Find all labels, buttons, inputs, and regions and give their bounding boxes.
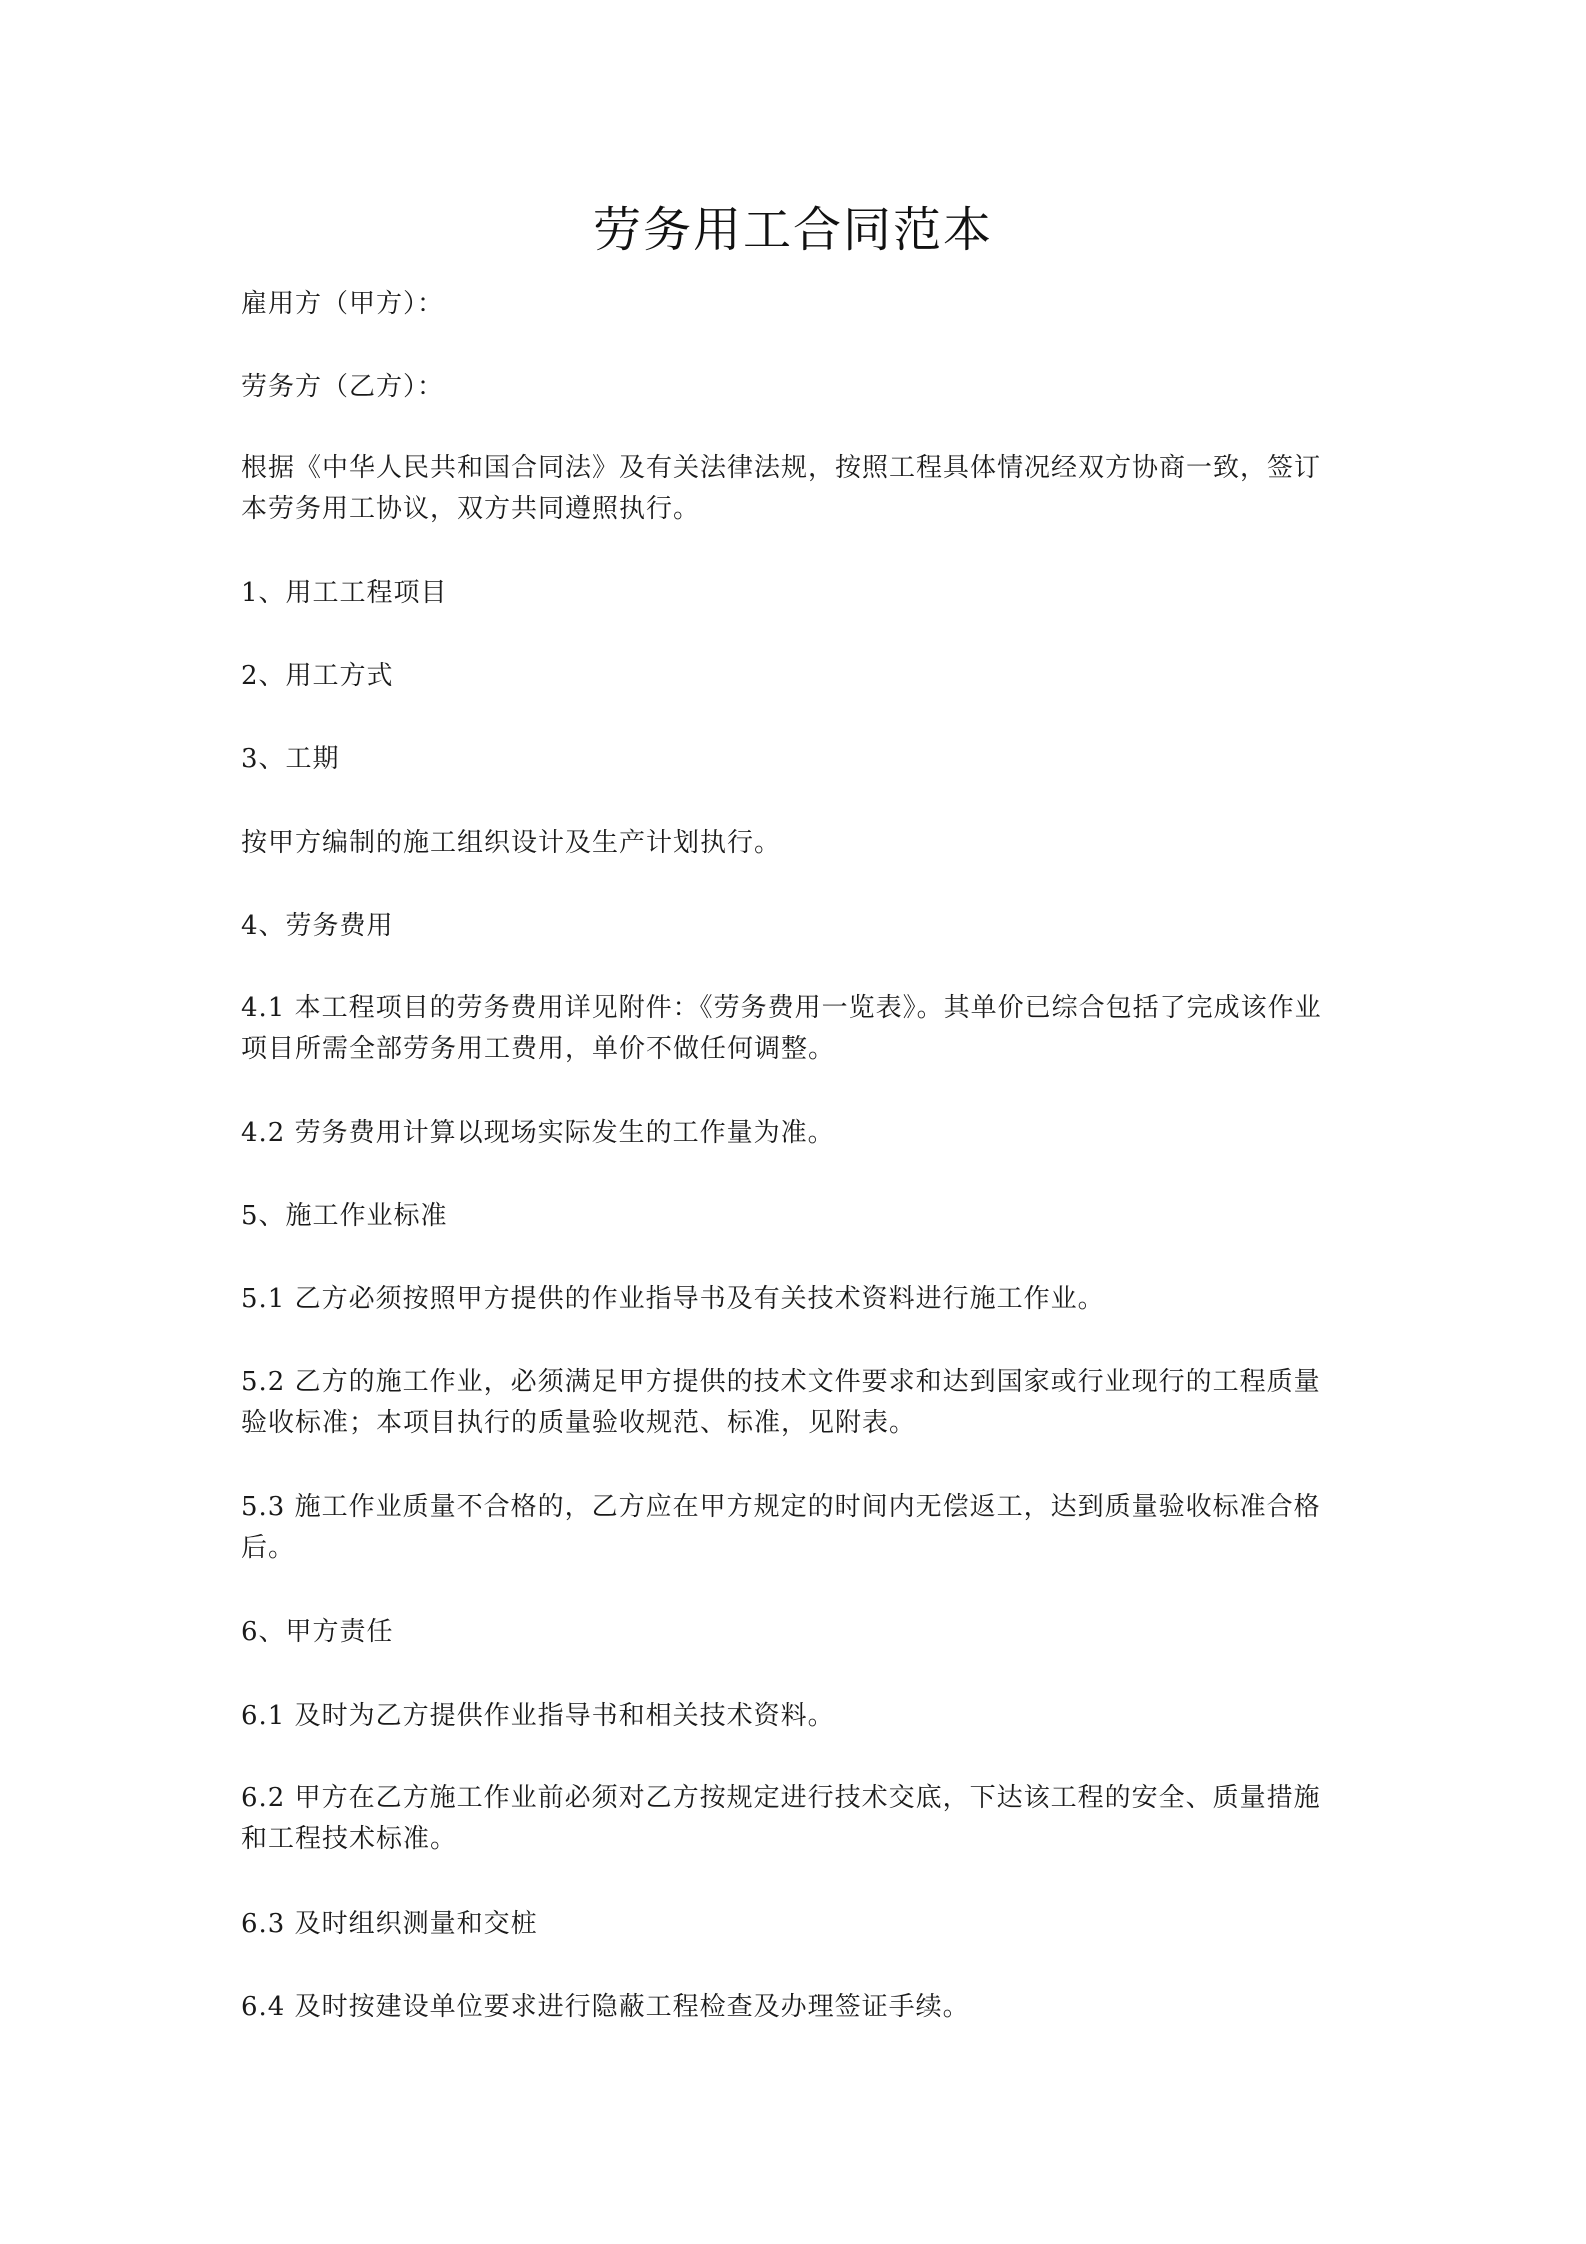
- clause-paragraph: 6.2 甲方在乙方施工作业前必须对乙方按规定进行技术交底，下达该工程的安全、质量措施 和工程技术标准。: [241, 1783, 1321, 1854]
- party-b-line: 劳务方（乙方）：: [241, 372, 445, 402]
- clause-paragraph: 4.2 劳务费用计算以现场实际发生的工作量为准。: [241, 1118, 835, 1148]
- clause-paragraph: 5.2 乙方的施工作业，必须满足甲方提供的技术文件要求和达到国家或行业现行的工程质量 验收标准；本项目执行的质量验收规范、标准，见附表。: [241, 1367, 1321, 1438]
- party-a-line: 雇用方（甲方）：: [241, 289, 445, 319]
- section-heading: 6、甲方责任: [241, 1617, 394, 1647]
- body-paragraph: 按甲方编制的施工组织设计及生产计划执行。: [241, 828, 782, 858]
- section-heading: 4、劳务费用: [241, 911, 394, 941]
- document-title: 劳务用工合同范本: [592, 202, 993, 258]
- clause-paragraph: 6.3 及时组织测量和交桩: [241, 1909, 538, 1939]
- clause-paragraph: 5.1 乙方必须按照甲方提供的作业指导书及有关技术资料进行施工作业。: [241, 1284, 1105, 1314]
- section-heading: 1、用工工程项目: [241, 578, 448, 608]
- clause-paragraph: 5.3 施工作业质量不合格的，乙方应在甲方规定的时间内无偿返工，达到质量验收标准合格 后。: [241, 1492, 1321, 1563]
- section-heading: 2、用工方式: [241, 661, 394, 691]
- clause-paragraph: 6.4 及时按建设单位要求进行隐蔽工程检查及办理签证手续。: [241, 1992, 970, 2022]
- preamble-paragraph: 根据《中华人民共和国合同法》及有关法律法规，按照工程具体情况经双方协商一致，签订 本劳务用工协议，双方共同遵照执行。: [241, 453, 1322, 524]
- clause-paragraph: 4.1 本工程项目的劳务费用详见附件：《劳务费用一览表》。其单价已综合包括了完成该作业 项目所需全部劳务用工费用，单价不做任何调整。: [241, 993, 1322, 1064]
- clause-paragraph: 6.1 及时为乙方提供作业指导书和相关技术资料。: [241, 1701, 835, 1731]
- section-heading: 5、施工作业标准: [241, 1201, 448, 1231]
- section-heading: 3、工期: [241, 744, 340, 774]
